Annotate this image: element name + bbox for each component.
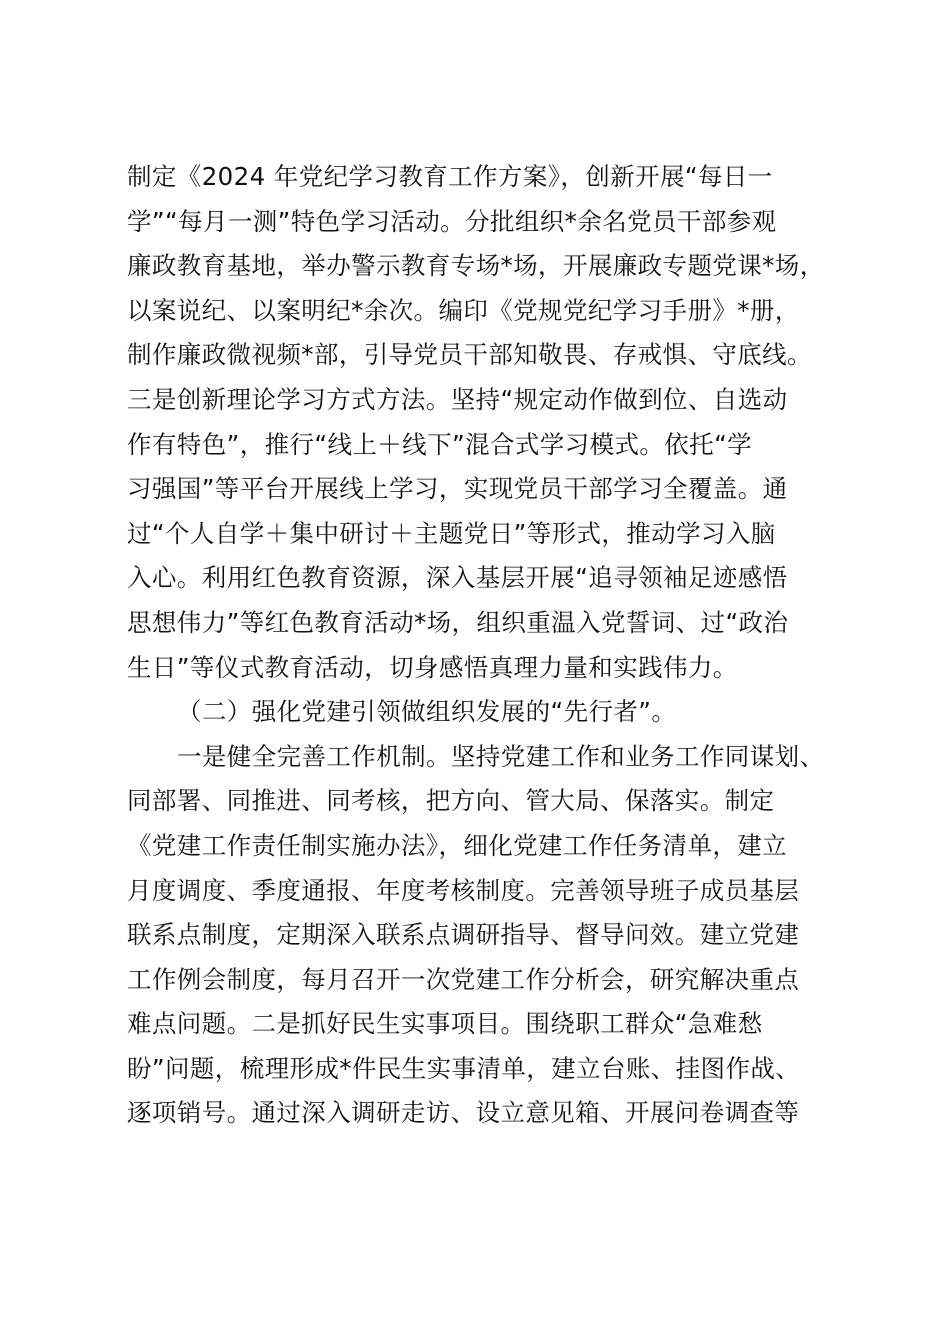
text-line: 逐项销号。通过深入调研走访、设立意见箱、开展问卷调查等 xyxy=(127,1098,800,1128)
text-line: 作有特色”，推行“线上＋线下”混合式学习模式。依托“学 xyxy=(127,429,753,459)
paragraph-first-line: 一是健全完善工作机制。坚持党建工作和业务工作同谋划、 xyxy=(177,741,825,771)
text-line: 工作例会制度，每月召开一次党建工作分析会，研究解决重点 xyxy=(127,964,800,994)
text-line: 盼”问题，梳理形成*件民生实事清单，建立台账、挂图作战、 xyxy=(127,1053,801,1083)
text-line: 学”“每月一测”特色学习活动。分批组织*余名党员干部参观 xyxy=(127,206,777,236)
text-line: 习强国”等平台开展线上学习，实现党员干部学习全覆盖。通 xyxy=(127,474,788,504)
text-line: 月度调度、季度通报、年度考核制度。完善领导班子成员基层 xyxy=(127,875,800,905)
text-line: 难点问题。二是抓好民生实事项目。围绕职工群众“急难愁 xyxy=(127,1009,763,1039)
text-line: 同部署、同推进、同考核，把方向、管大局、保落实。制定 xyxy=(127,786,775,816)
text-line: 《党建工作责任制实施办法》，细化党建工作任务清单，建立 xyxy=(127,830,788,860)
body-text xyxy=(127,155,847,1136)
text-line: 制定《2024 年党纪学习教育工作方案》，创新开展“每日一 xyxy=(127,162,773,191)
text-line: 过“个人自学＋集中研讨＋主题党日”等形式，推动学习入脑 xyxy=(127,518,776,548)
text-line: 制作廉政微视频*部，引导党员干部知敬畏、存戒惧、守底线。 xyxy=(127,340,812,370)
section-heading: （二）强化党建引领做组织发展的“先行者”。 xyxy=(177,697,677,727)
text-line: 以案说纪、以案明纪*余次。编印《党规党纪学习手册》*册， xyxy=(127,295,800,325)
text-line: 思想伟力”等红色教育活动*场，组织重温入党誓词、过“政治 xyxy=(127,607,789,637)
text-line: 三是创新理论学习方式方法。坚持“规定动作做到位、自选动 xyxy=(127,384,788,414)
text-line: 廉政教育基地，举办警示教育专场*场，开展廉政专题党课*场， xyxy=(127,251,825,281)
text-line: 入心。利用红色教育资源，深入基层开展“追寻领袖足迹感悟 xyxy=(127,563,788,593)
text-line: 生日”等仪式教育活动，切身感悟真理力量和实践伟力。 xyxy=(127,652,738,682)
text-line: 联系点制度，定期深入联系点调研指导、督导问效。建立党建 xyxy=(127,920,800,950)
